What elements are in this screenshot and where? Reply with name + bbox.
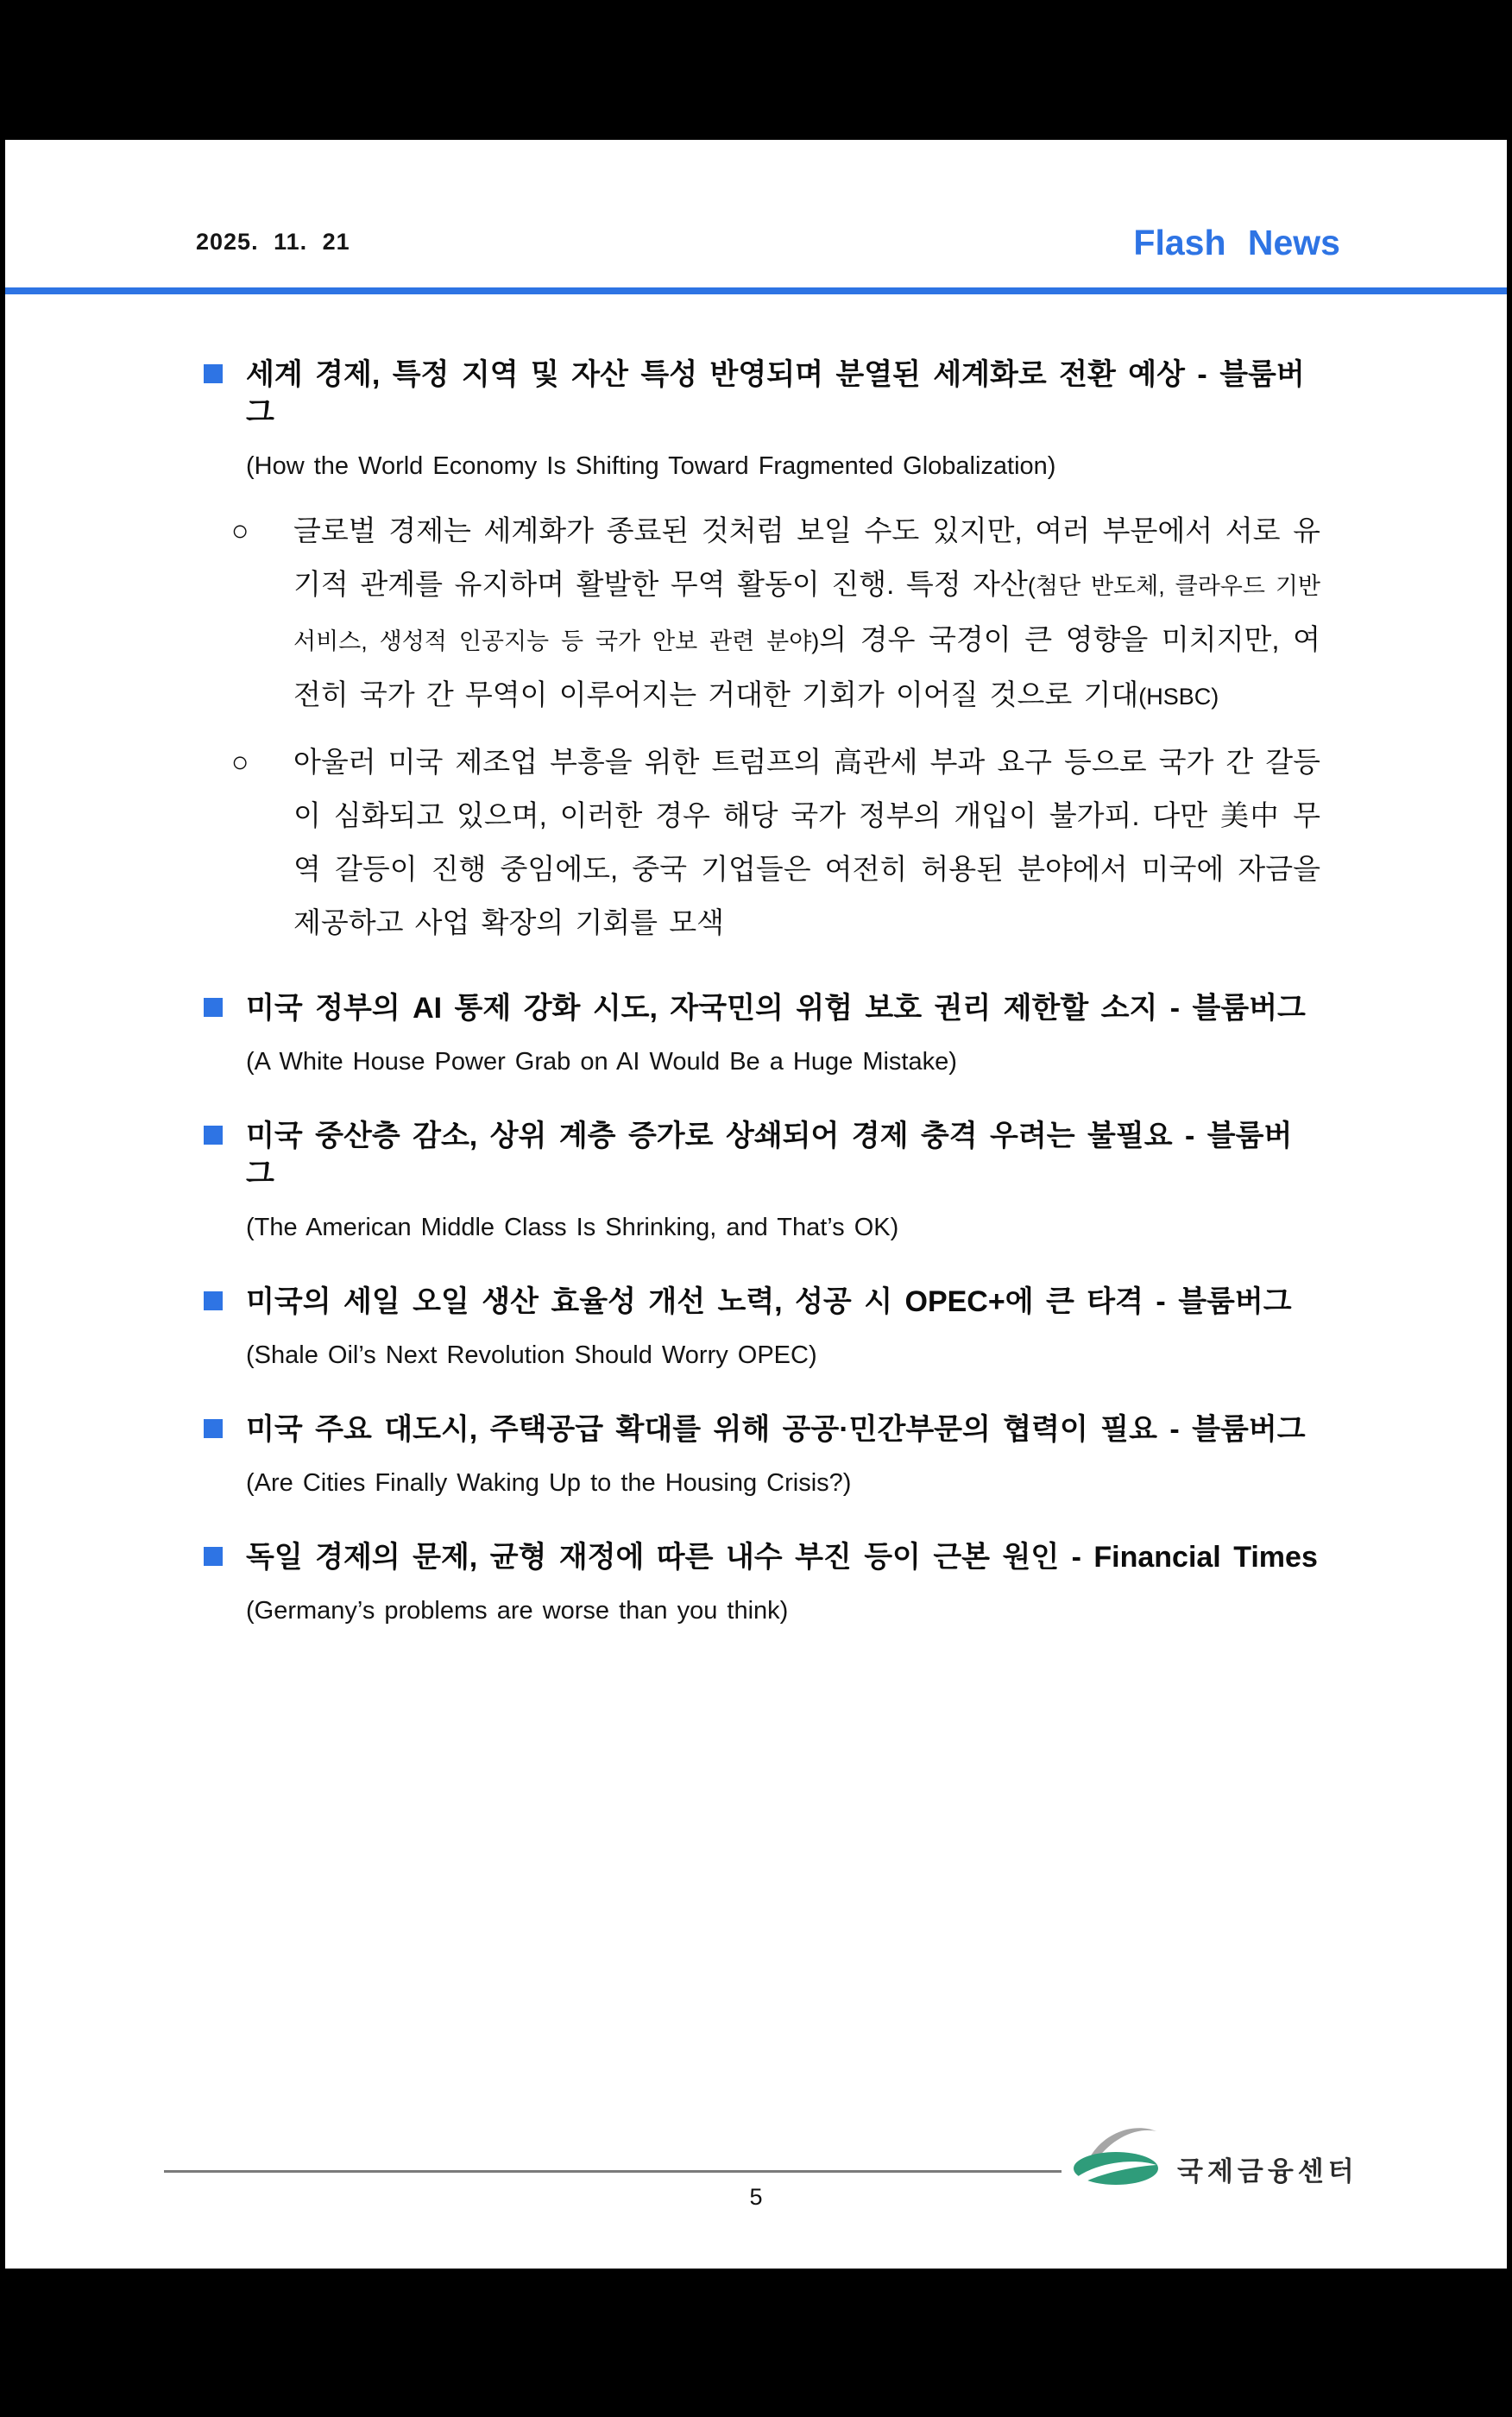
subtitle-text: (Germany’s problems are worse than you think) bbox=[246, 1597, 789, 1625]
square-bullet-icon bbox=[204, 998, 223, 1017]
detail-item bbox=[198, 735, 1320, 950]
detail-text-small: (첨단 반도체, 클라우드 기반 서비스, 생성적 인공지능 등 국가 안보 관련 분야) bbox=[293, 573, 1320, 654]
detail-text: 아울러 미국 제조업 부흥을 위한 트럼프의 高관세 부과 요구 등으로 국가 간 갈등이 심화되고 있으며, 이러한 경우 해당 국가 정부의 개입이 불가피. 다만 美中 무역 갈등이 진행 중임에도, 중국 기업들은 여전히 허용된 분야에서 미국에 자금을 제공하고 사업 확장의 기회를 모색 bbox=[293, 746, 1320, 938]
headline-row bbox=[198, 1117, 1320, 1193]
news-item bbox=[198, 356, 1320, 950]
news-item bbox=[198, 1538, 1320, 1626]
news-item bbox=[198, 989, 1320, 1077]
headline-row bbox=[198, 356, 1320, 432]
page-title: Flash News bbox=[1133, 223, 1340, 262]
news-item bbox=[198, 1410, 1320, 1499]
subtitle-text: (The American Middle Class Is Shrinking, and That’s OK) bbox=[246, 1214, 899, 1241]
detail-text: 의 경우 국경이 큰 영향을 미치지만, 여전히 국가 간 무역이 이루어지는 거대한 기회가 이어질 것으로 기대 bbox=[293, 623, 1320, 710]
header-date: 2025. 11. 21 bbox=[196, 229, 350, 255]
org-logo-text: 국제금융센터 bbox=[1177, 2156, 1358, 2187]
footer-divider bbox=[164, 2170, 1062, 2173]
square-bullet-icon bbox=[204, 1547, 223, 1566]
square-bullet-icon bbox=[204, 1291, 223, 1310]
news-item bbox=[198, 1283, 1320, 1371]
header-divider bbox=[5, 287, 1507, 294]
headline-row bbox=[198, 1538, 1320, 1576]
headline-row bbox=[198, 1283, 1320, 1321]
headline-text: 미국 정부의 AI 통제 강화 시도, 자국민의 위험 보호 권리 제한할 소지 - 블룸버그 bbox=[246, 992, 1306, 1025]
square-bullet-icon bbox=[204, 364, 223, 383]
detail-item bbox=[198, 504, 1320, 723]
news-item bbox=[198, 1117, 1320, 1243]
detail-text: 글로벌 경제는 세계화가 종료된 것처럼 보일 수도 있지만, 여러 부문에서 서로 유기적 관계를 유지하며 활발한 무역 활동이 진행. 특정 자산 bbox=[293, 514, 1320, 600]
subtitle-text: (A White House Power Grab on AI Would Be a Huge Mistake) bbox=[246, 1048, 957, 1076]
news-list bbox=[198, 356, 1320, 1626]
headline-text: 독일 경제의 문제, 균형 재정에 따른 내수 부진 등이 근본 원인 - Financial Times bbox=[246, 1541, 1318, 1574]
page-number: 5 bbox=[749, 2184, 763, 2210]
headline-text: 미국의 세일 오일 생산 효율성 개선 노력, 성공 시 OPEC+에 큰 타격 - 블룸버그 bbox=[246, 1285, 1292, 1318]
document-page bbox=[5, 140, 1507, 2269]
headline-text: 미국 주요 대도시, 주택공급 확대를 위해 공공·민간부문의 협력이 필요 - 블룸버그 bbox=[246, 1413, 1306, 1446]
circle-bullet-icon: ○ bbox=[231, 514, 249, 547]
subtitle-text: (Are Cities Finally Waking Up to the Housing Crisis?) bbox=[246, 1469, 852, 1497]
subtitle-text: (Shale Oil’s Next Revolution Should Worry OPEC) bbox=[246, 1341, 817, 1369]
headline-text: 미국 중산층 감소, 상위 계층 증가로 상쇄되어 경제 충격 우려는 불필요 - 블룸버그 bbox=[246, 1120, 1293, 1190]
circle-bullet-icon: ○ bbox=[231, 746, 249, 779]
headline-row bbox=[198, 1410, 1320, 1448]
subtitle-text: (How the World Economy Is Shifting Toward Fragmented Globalization) bbox=[246, 452, 1056, 480]
square-bullet-icon bbox=[204, 1126, 223, 1145]
detail-text-small: (HSBC) bbox=[1138, 684, 1219, 710]
headline-text: 세계 경제, 특정 지역 및 자산 특성 반영되며 분열된 세계화로 전환 예상 - 블룸버그 bbox=[246, 358, 1305, 429]
square-bullet-icon bbox=[204, 1419, 223, 1438]
headline-row bbox=[198, 989, 1320, 1027]
